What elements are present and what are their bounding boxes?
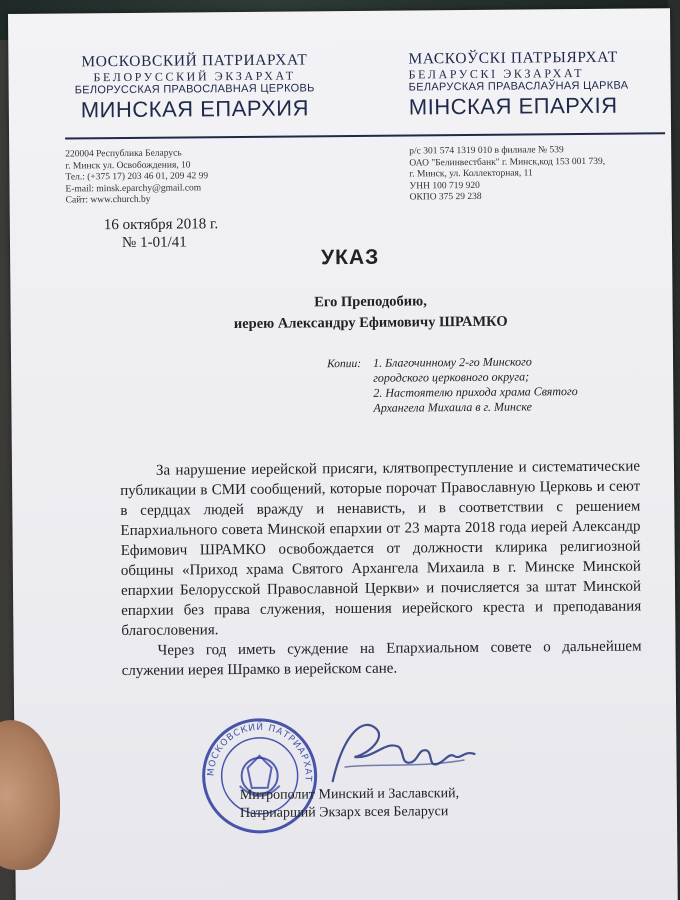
addressee-line1: Его Преподобию,: [314, 293, 427, 311]
letterhead-right-line2: БЕЛАРУСКІ ЭКЗАРХАТ: [408, 65, 585, 82]
document-number: № 1-01/41: [121, 234, 187, 252]
letterhead-right: [408, 48, 659, 119]
address-left: [65, 148, 208, 207]
letterhead-right-line4: МІНСКАЯ ЕПАРХІЯ: [408, 92, 618, 120]
copies-list: [373, 354, 624, 416]
addressee-line2: иерею Александру Ефимовичу ШРАМКО: [233, 313, 508, 333]
letterhead-left-line3: БЕЛОРУССКАЯ ПРАВОСЛАВНАЯ ЦЕРКОВЬ: [74, 82, 315, 97]
decree-body: [120, 457, 642, 682]
letterhead-left-line1: МОСКОВСКИЙ ПАТРИАРХАТ: [81, 51, 308, 71]
document-title: УКАЗ: [320, 245, 380, 270]
address-left-line: Сайт: www.church.by: [65, 194, 151, 206]
address-right: [409, 145, 605, 204]
signature-block: [240, 785, 460, 823]
address-left-line: 220004 Республика Беларусь: [65, 148, 182, 160]
letterhead-left-line4: МИНСКАЯ ЕПАРХИЯ: [80, 95, 310, 123]
document-date: 16 октября 2018 г.: [103, 216, 219, 234]
copies-item: Архангела Михаила в г. Минске: [373, 399, 533, 415]
copies-item: городского церковного округа;: [373, 369, 530, 385]
address-right-line: УНН 100 719 920: [409, 180, 480, 192]
letterhead-left-line2: БЕЛОРУССКИЙ ЭКЗАРХАТ: [93, 68, 296, 85]
address-left-line: г. Минск ул. Освобождения, 10: [65, 159, 191, 172]
letterhead-right-line3: БЕЛАРУСКАЯ ПРАВАСЛАЎНАЯ ЦАРКВА: [408, 79, 629, 94]
address-right-line: ОАО "Белинвестбанк" г. Минск,код 153 001 739,: [409, 156, 606, 169]
copies-item: 2. Настоятелю прихода храма Святого: [373, 384, 578, 400]
handwritten-signature: [314, 710, 485, 791]
address-right-line: г. Минск, ул. Коллекторная, 11: [409, 168, 533, 180]
seal-ring-text: МОСКОВСКИЙ ПАТРИАРХАТ: [206, 722, 313, 783]
signatory-title-2: Патриарший Экзарх всея Беларуси: [239, 804, 449, 822]
letterhead-right-line1: МАСКОЎСКІ ПАТРЫЯРХАТ: [408, 48, 618, 68]
copies-item: 1. Благочинному 2-го Минского: [372, 354, 532, 370]
address-left-line: E-mail: minsk.eparchy@gmail.com: [65, 182, 202, 195]
decree-paragraph-1: За нарушение иерейской присяги, клятвопреступление и систематические публикации в СМИ сообщений, которые порочат Православную Церковь и сеют в сердцах людей вражду и ненависть, и в соответствии с решением Епархиального совета Минской епархии от 23 марта 2018 года иерей Александр Ефимович ШРАМКО освобождается от должности клирика религиозной общины «Приход храма Святого Архангела Михаила в г. Минске Минской епархии Белорусской Православной Церкви» и почисляется за штат Минской епархии без права служения, ношения иерейского креста и преподавания благословения.: [120, 458, 642, 640]
address-right-line: ОКПО 375 29 238: [409, 191, 482, 203]
address-right-line: р/с 301 574 1319 010 в филиале № 539: [409, 145, 564, 157]
copies-label: Копии:: [327, 357, 362, 371]
signatory-title-1: Митрополит Минский и Заславский,: [239, 786, 460, 804]
address-left-line: Тел.: (+375 17) 203 46 01, 209 42 99: [65, 171, 209, 183]
letterhead-left: [64, 51, 325, 122]
document-paper: [8, 8, 678, 900]
letterhead-divider: [65, 132, 665, 139]
decree-paragraph-2: Через год иметь суждение на Епархиальном совете о дальнейшем служении иерея Шрамко в иерейском сане.: [121, 638, 642, 680]
